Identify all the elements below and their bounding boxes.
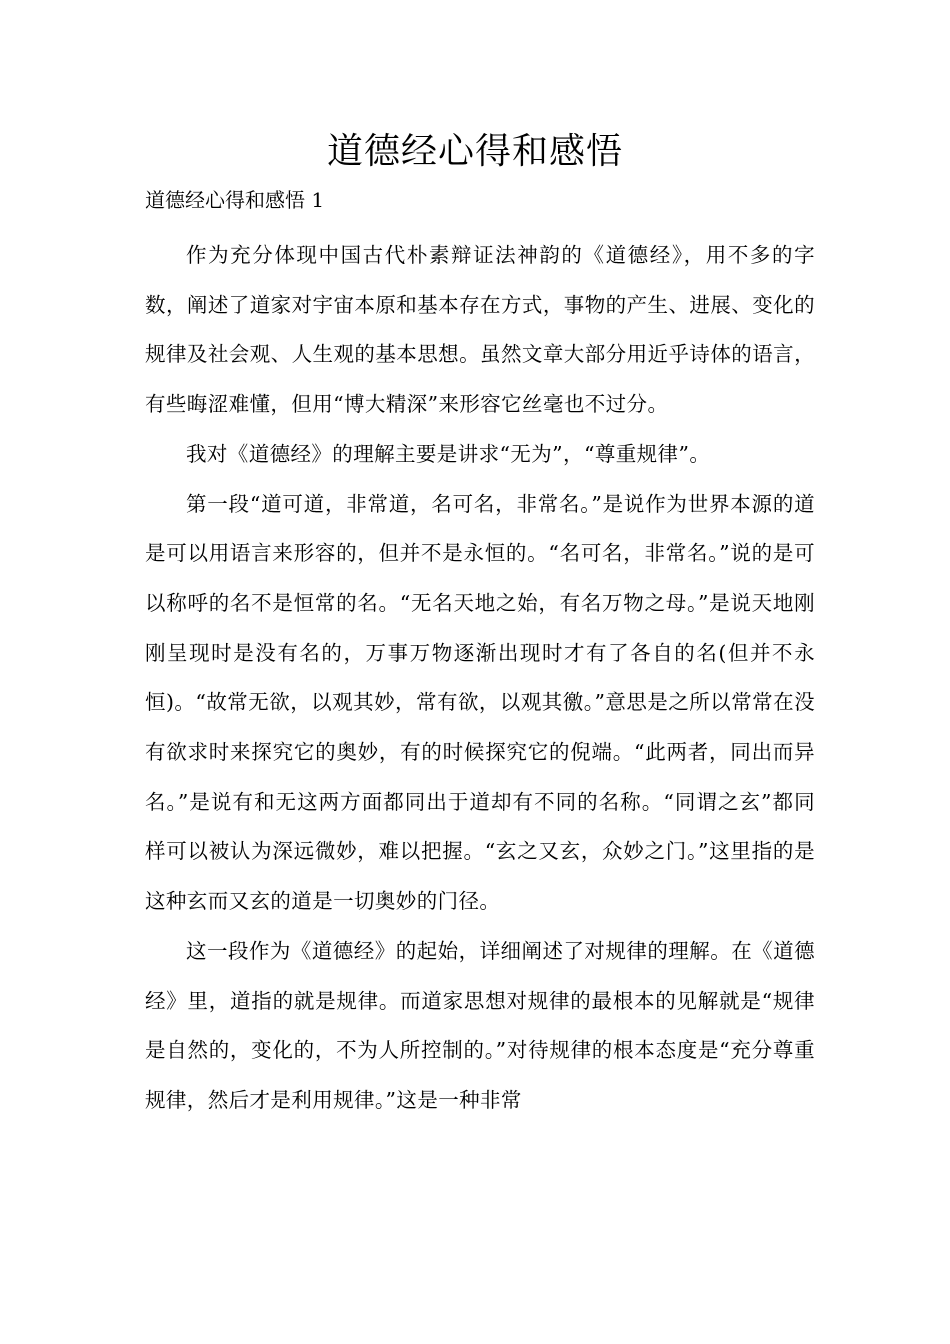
paragraph-first-section: 第一段“道可道，非常道，名可名，非常名。”是说作为世界本源的道是可以用语言来形容的，但并不是永恒的。“名可名，非常名。”说的是可以称呼的名不是恒常的名。“无名天地之始，有名万物之母。”是说天地刚刚呈现时是没有名的，万事万物逐渐出现时才有了各自的名(但并不永恒)。“故常无欲，以观其妙，常有欲，以观其徼。”意思是之所以常常在没有欲求时来探究它的奥妙，有的时候探究它的倪端。“此两者，同出而异名。”是说有和无这两方面都同出于道却有不同的名称。“同谓之玄”都同样可以被认为深远微妙，难以把握。“玄之又玄，众妙之门。”这里指的是这种玄而又玄的道是一切奥妙的门径。 [145,491,815,914]
paragraph-understanding: 我对《道德经》的理解主要是讲求“无为”，“尊重规律”。 [186,441,711,466]
paragraph-intro: 作为充分体现中国古代朴素辩证法神韵的《道德经》，用不多的字数，阐述了道家对宇宙本原和基本存在方式，事物的产生、进展、变化的规律及社会观、人生观的基本思想。虽然文章大部分用近乎诗体的语言，有些晦涩难懂，但用“博大精深”来形容它丝毫也不过分。 [145,243,815,417]
paragraph-commentary: 这一段作为《道德经》的起始，详细阐述了对规律的理解。在《道德经》里，道指的就是规律。而道家思想对规律的最根本的见解就是“规律是自然的，变化的，不为人所控制的。”对待规律的根本态度是“充分尊重规律，然后才是利用规律。”这是一种非常 [145,938,815,1112]
document-title: 道德经心得和感悟 [326,131,623,172]
section-heading: 道德经心得和感悟 1 [145,188,325,212]
document-body [145,231,815,1126]
